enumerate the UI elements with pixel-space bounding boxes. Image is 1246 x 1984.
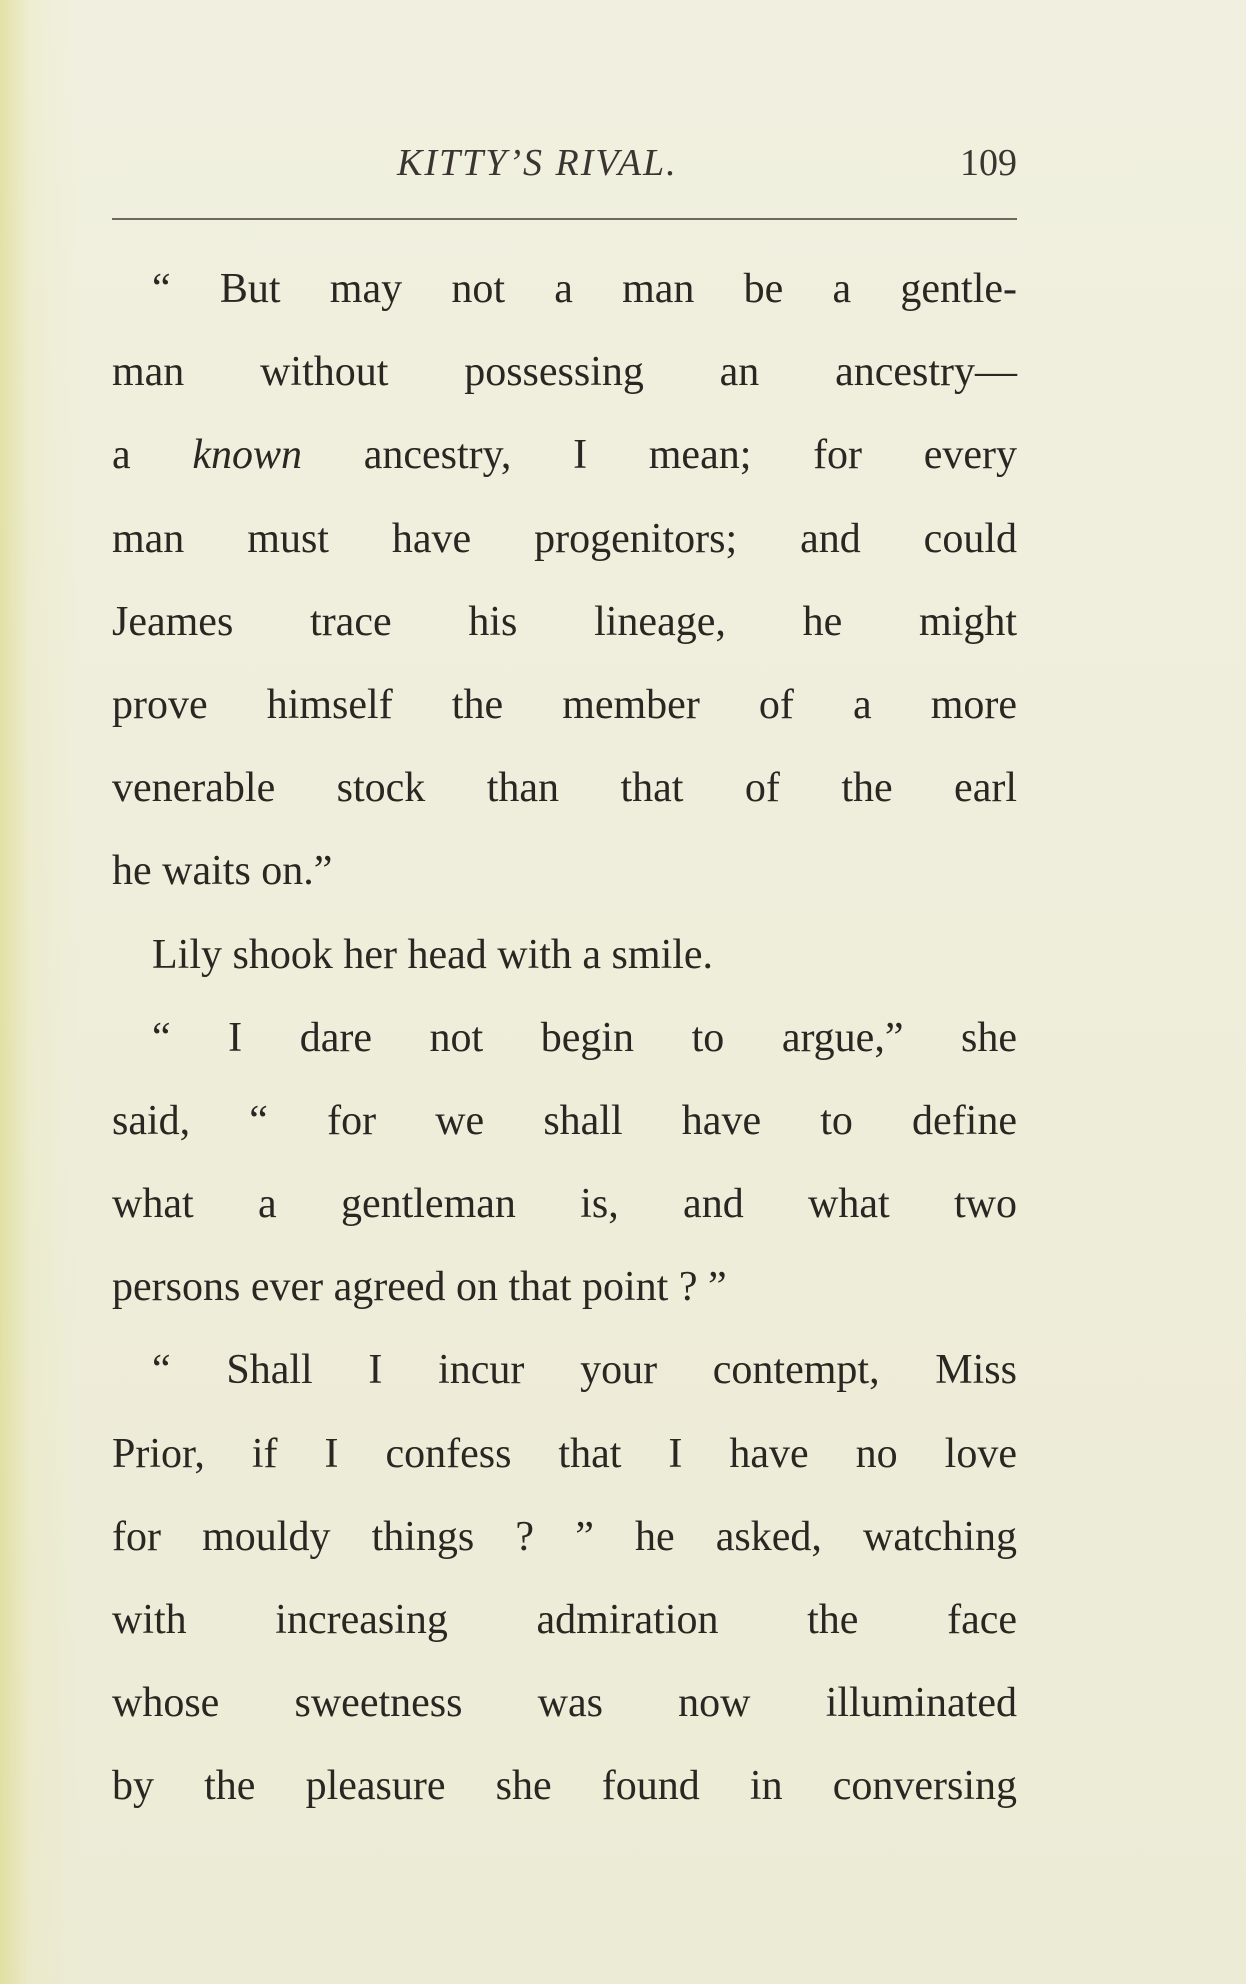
text-line: what a gentleman is, and what two xyxy=(112,1181,1017,1228)
text-line: he waits on.” xyxy=(112,848,333,895)
italic-word: known xyxy=(192,432,302,479)
text-line: for mouldy things ? ” he asked, watching xyxy=(112,1513,1017,1560)
text-line: with increasing admiration the face xyxy=(112,1597,1017,1643)
text-line: persons ever agreed on that point ? ” xyxy=(112,1264,727,1311)
text-line: Jeames trace his lineage, he might xyxy=(112,598,1017,645)
text-line: Lily shook her head with a smile. xyxy=(152,931,714,978)
text-line: whose sweetness was now illuminated xyxy=(112,1680,1017,1727)
header-rule xyxy=(112,218,1017,220)
text-line: man must have progenitors; and could xyxy=(112,515,1017,562)
text-line: prove himself the member of a more xyxy=(112,681,1017,728)
text-line xyxy=(112,414,1017,497)
text-line: man without possessing an ancestry— xyxy=(112,349,1017,396)
running-title: KITTY’S RIVAL. xyxy=(397,142,678,184)
text-segment: ancestry, I mean; for every xyxy=(302,432,1017,479)
text-line: Prior, if I confess that I have no love xyxy=(112,1430,1017,1477)
text-line: venerable stock than that of the earl xyxy=(112,765,1017,812)
text-line: “ But may not a man be a gentle- xyxy=(152,266,1017,312)
page-number: 109 xyxy=(960,142,1017,184)
text-line: “ I dare not begin to argue,” she xyxy=(152,1014,1017,1061)
text-line: “ Shall I incur your contempt, Miss xyxy=(152,1347,1017,1394)
body-text xyxy=(112,248,1017,1829)
text-segment: a xyxy=(112,432,193,479)
text-line: said, “ for we shall have to define xyxy=(112,1097,1017,1144)
text-line: by the pleasure she found in conversing xyxy=(112,1763,1017,1810)
running-header xyxy=(112,138,1017,188)
